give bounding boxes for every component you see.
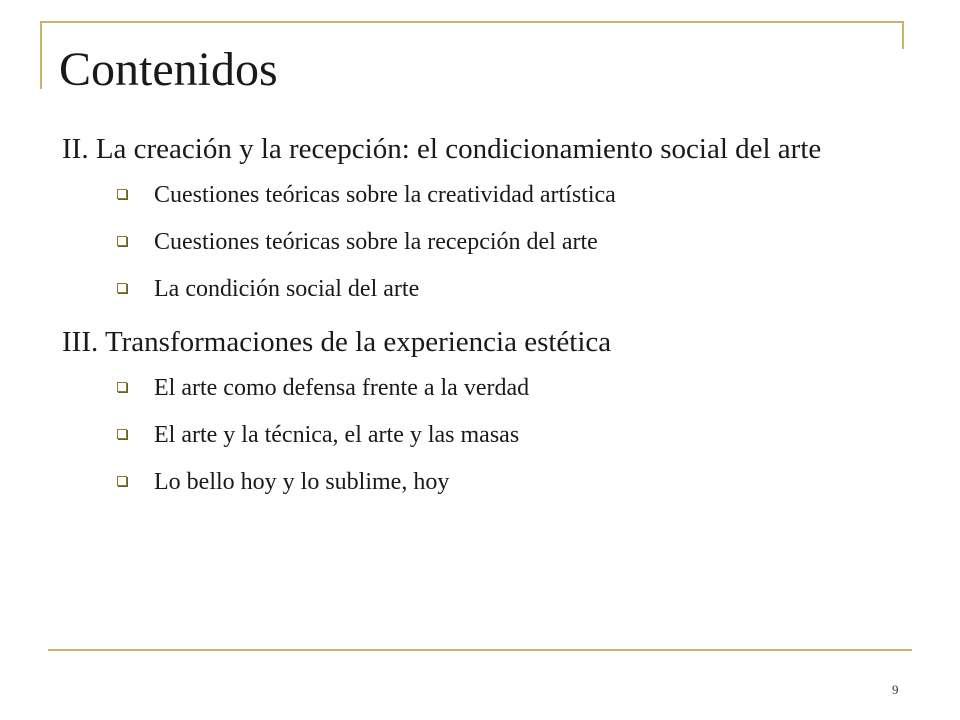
section-heading: II. La creación y la recepción: el condicionamiento social del arte bbox=[62, 133, 822, 165]
section-item-list bbox=[62, 373, 882, 497]
frame-top-line bbox=[40, 21, 904, 23]
list-item bbox=[62, 373, 882, 403]
slide-title: Contenidos bbox=[59, 43, 278, 96]
square-bullet-icon bbox=[117, 382, 127, 392]
square-bullet-icon bbox=[117, 476, 127, 486]
frame-left-line bbox=[40, 21, 42, 89]
list-item bbox=[62, 227, 882, 257]
list-item bbox=[62, 274, 882, 304]
page-number: 9 bbox=[892, 682, 899, 697]
list-item-text: La condición social del arte bbox=[154, 276, 420, 302]
frame-right-line bbox=[902, 21, 904, 49]
square-bullet-icon bbox=[117, 236, 127, 246]
list-item bbox=[62, 420, 882, 450]
frame-bottom-line bbox=[48, 649, 912, 651]
slide-content bbox=[62, 128, 882, 514]
section-item-list bbox=[62, 180, 882, 304]
square-bullet-icon bbox=[117, 283, 127, 293]
square-bullet-icon bbox=[117, 429, 127, 439]
list-item-text: El arte como defensa frente a la verdad bbox=[154, 375, 530, 401]
list-item-text: El arte y la técnica, el arte y las masas bbox=[154, 422, 520, 448]
list-item bbox=[62, 180, 882, 210]
list-item bbox=[62, 467, 882, 497]
list-item-text: Cuestiones teóricas sobre la creatividad artística bbox=[154, 182, 616, 208]
list-item-text: Lo bello hoy y lo sublime, hoy bbox=[154, 469, 450, 495]
section-heading: III. Transformaciones de la experiencia estética bbox=[62, 326, 612, 358]
square-bullet-icon bbox=[117, 189, 127, 199]
list-item-text: Cuestiones teóricas sobre la recepción del arte bbox=[154, 229, 598, 255]
